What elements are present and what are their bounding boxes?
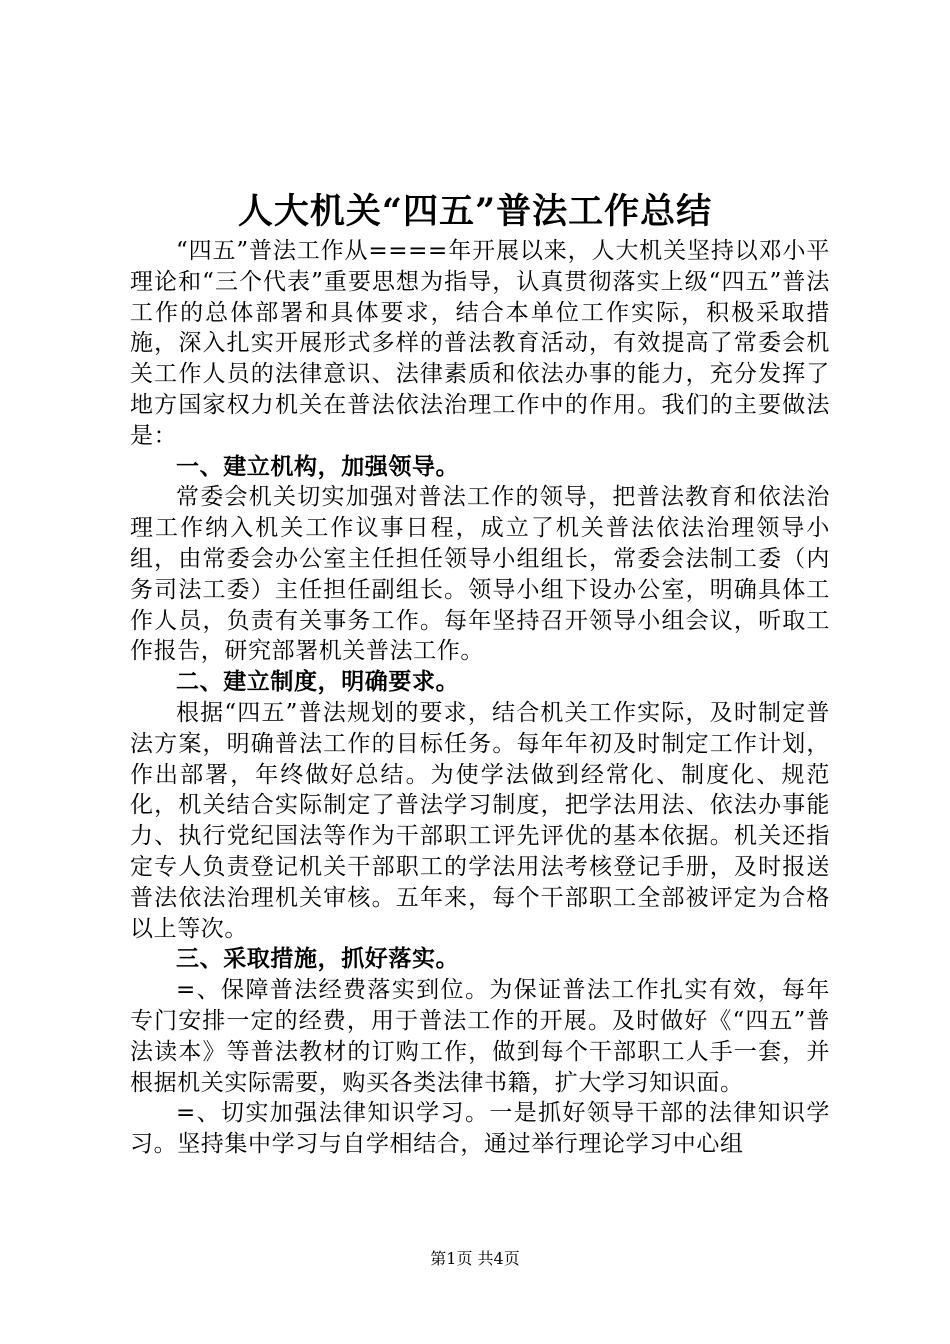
section-heading-1: 一、建立机构，加强领导。 xyxy=(176,452,460,480)
section-2-paragraph: 根据“四五”普法规划的要求，结合机关工作实际，及时制定普法方案，明确普法工作的目标任务。每年年初及时制定工作计划，作出部署，年终做好总结。为使学法做到经常化、制度化、规范化，机关结合实际制定了普法学习制度，把学法用法、依法办事能力、执行党纪国法等作为干部职工评先评优的基本依据。机关还指定专人负责登记机关干部职工的学法用法考核登记手册，及时报送普法依法治理机关审核。五年来，每个干部职工全部被评定为合格以上等次。 xyxy=(130,699,830,942)
intro-paragraph: “四五”普法工作从====年开展以来，人大机关坚持以邓小平理论和“三个代表”重要思想为指导，认真贯彻落实上级“四五”普法工作的总体部署和具体要求，结合本单位工作实际，积极采取措施，深入扎实开展形式多样的普法教育活动，有效提高了常委会机关工作人员的法律意识、法律素质和依法办事的能力，充分发挥了地方国家权力机关在普法依法治理工作中的作用。我们的主要做法是： xyxy=(130,238,830,449)
section-3-item-1-paragraph: =、保障普法经费落实到位。为保证普法工作扎实有效，每年专门安排一定的经费，用于普法工作的开展。及时做好《“四五”普法读本》等普法教材的订购工作，做到每个干部职工人手一套，并根据机关实际需要，购买各类法律书籍，扩大学习知识面。 xyxy=(130,977,830,1096)
document-title: 人大机关“四五”普法工作总结 xyxy=(237,191,713,232)
section-1-paragraph: 常委会机关切实加强对普法工作的领导，把普法教育和依法治理工作纳入机关工作议事日程，成立了机关普法依法治理领导小组，由常委会办公室主任担任领导小组组长，常委会法制工委（内务司法工委）主任担任副组长。领导小组下设办公室，明确具体工作人员，负责有关事务工作。每年坚持召开领导小组会议，听取工作报告，研究部署机关普法工作。 xyxy=(130,484,830,665)
section-heading-2: 二、建立制度，明确要求。 xyxy=(176,668,460,696)
document-body xyxy=(130,236,830,1160)
section-heading-3: 三、采取措施，抓好落实。 xyxy=(176,945,460,973)
page-number-footer: 第1页 共4页 xyxy=(430,1249,520,1268)
section-3-item-2-paragraph: =、切实加强法律知识学习。一是抓好领导干部的法律知识学习。坚持集中学习与自学相结合，通过举行理论学习中心组 xyxy=(130,1100,830,1158)
